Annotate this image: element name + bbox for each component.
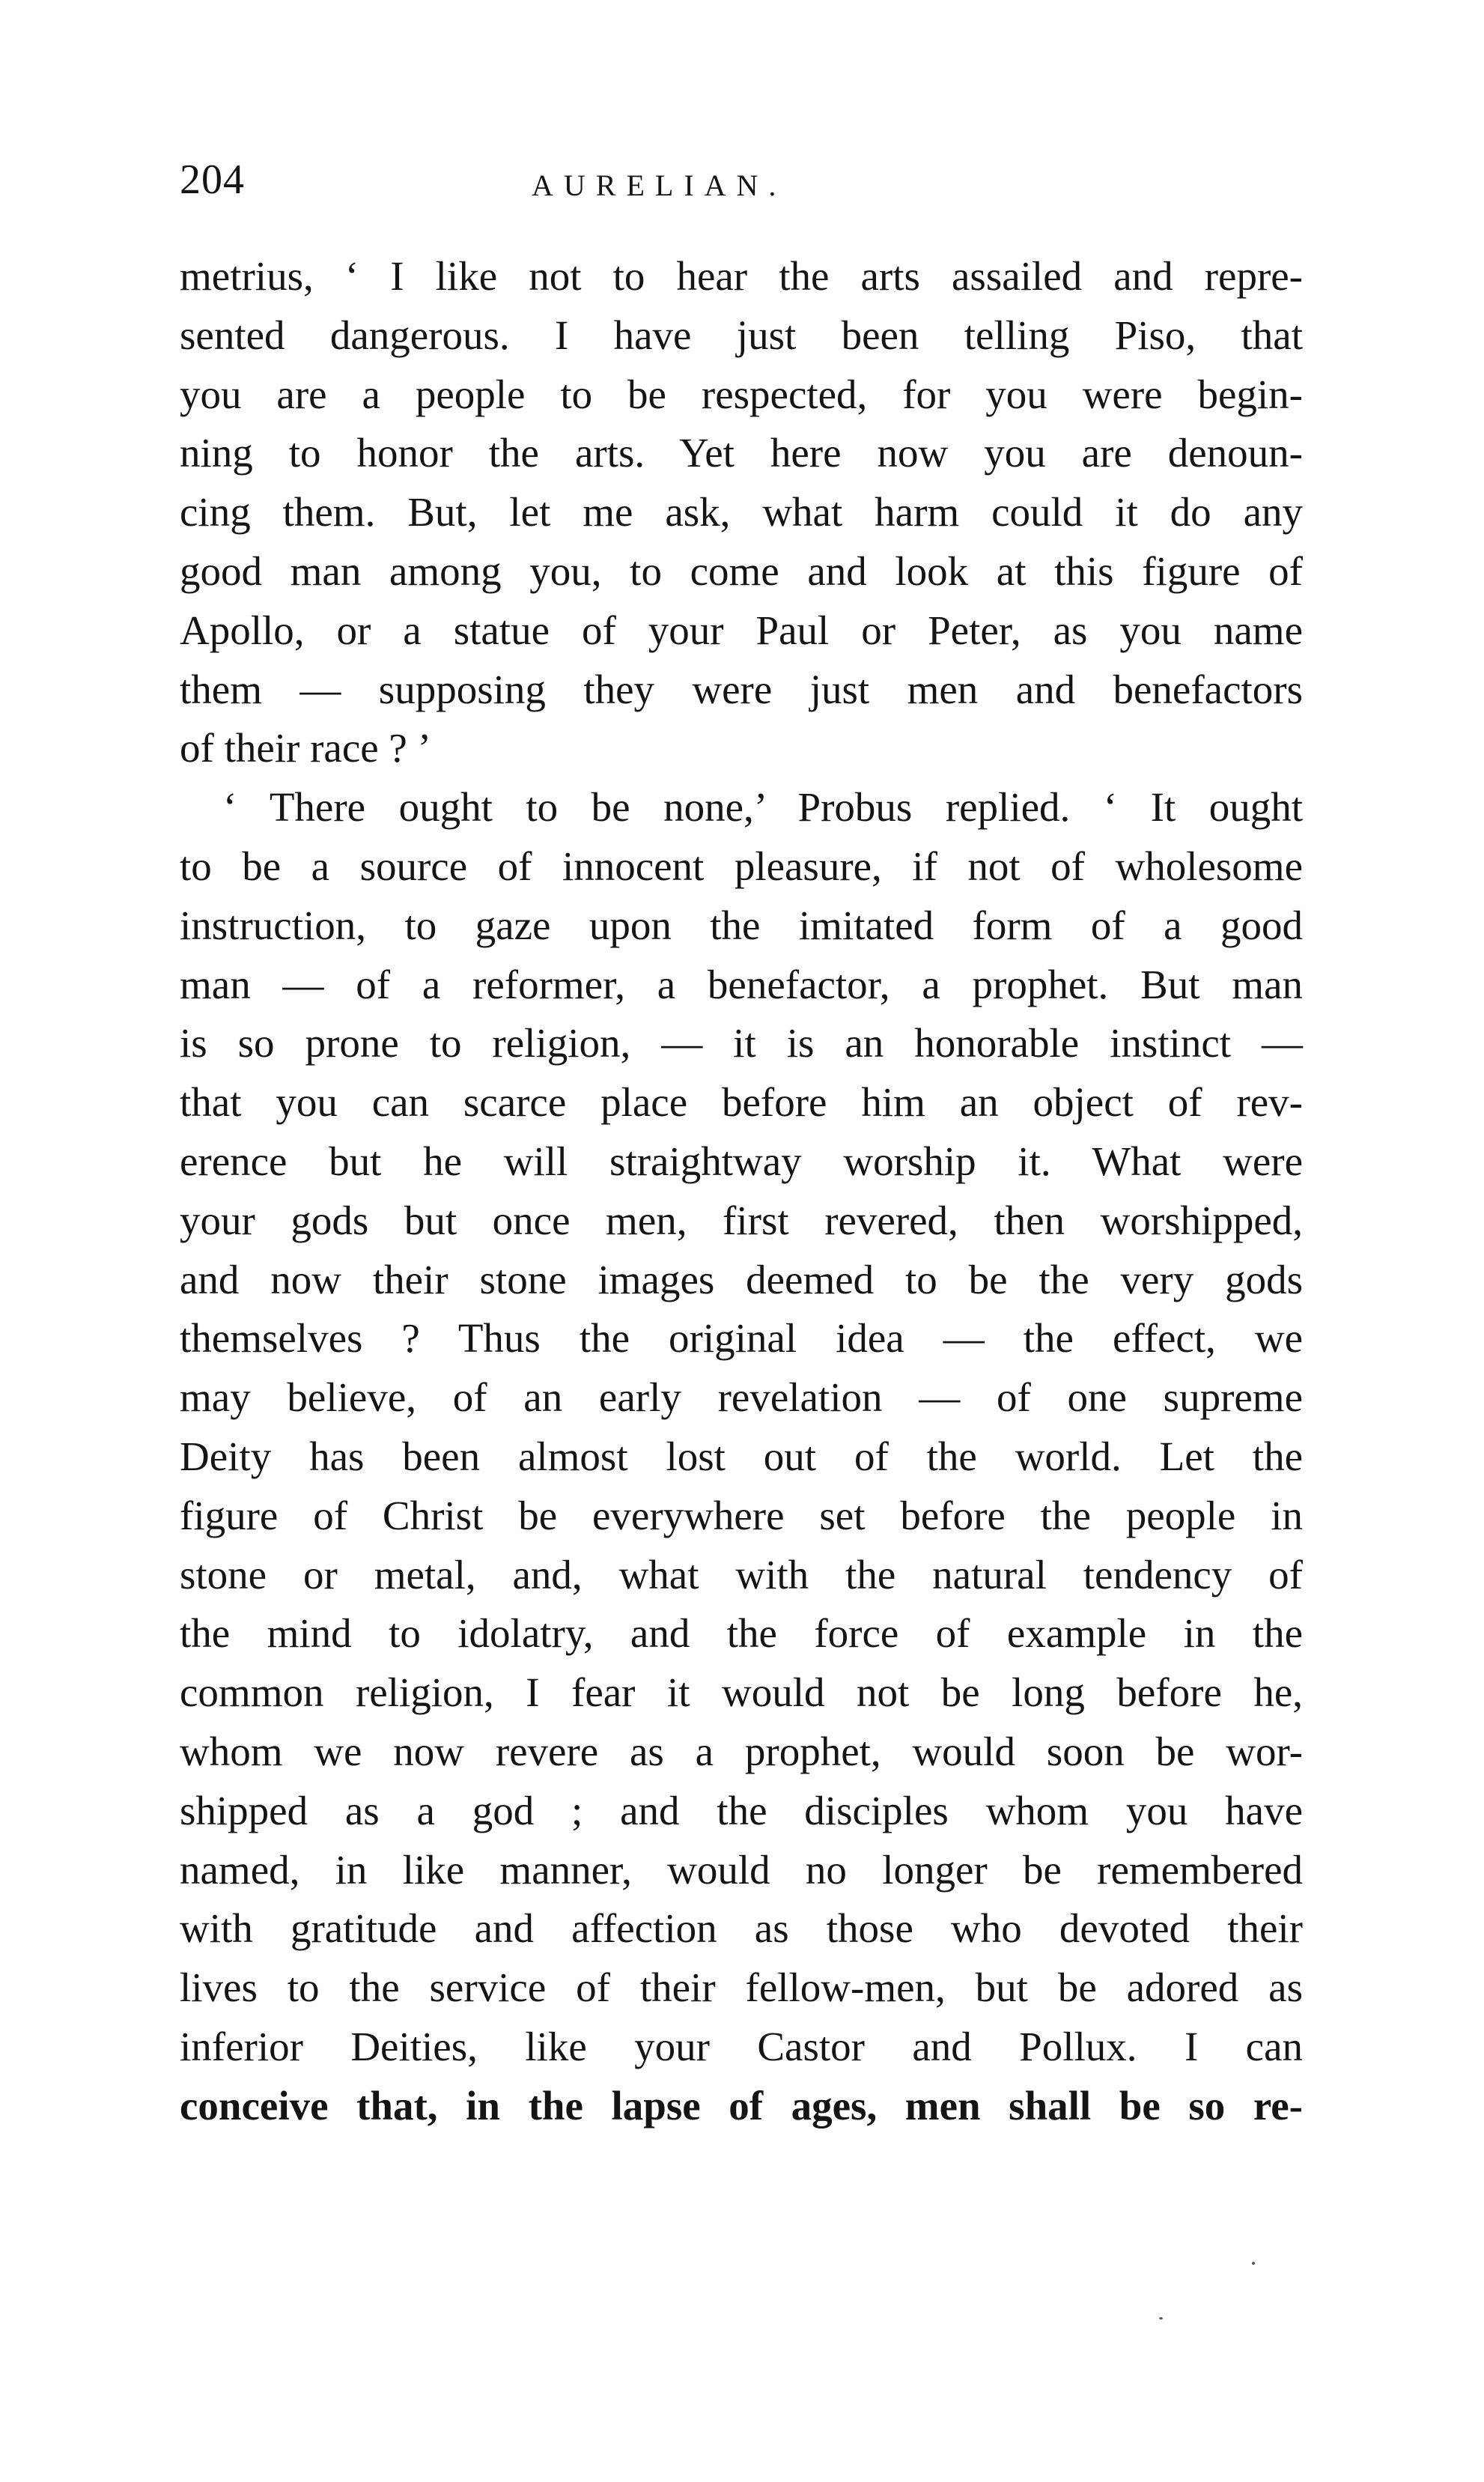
- text-line: ning to honor the arts. Yet here now you are denoun-: [180, 430, 1303, 476]
- text-line: good man among you, to come and look at this figure of: [180, 547, 1303, 594]
- text-line: instruction, to gaze upon the imitated form of a good: [180, 902, 1303, 948]
- text-line: metrius, ‘ I like not to hear the arts assailed and repre-: [180, 253, 1303, 299]
- text-line: to be a source of innocent pleasure, if not of wholesome: [180, 843, 1303, 889]
- text-line: whom we now revere as a prophet, would soon be wor-: [180, 1728, 1303, 1774]
- text-line: them — supposing they were just men and benefactors: [180, 666, 1303, 712]
- text-line: that you can scarce place before him an object of rev-: [180, 1079, 1303, 1126]
- page-header: [180, 150, 1303, 210]
- text-line: lives to the service of their fellow-men, but be adored as: [180, 1964, 1303, 2011]
- text-line: is so prone to religion, — it is an honorable instinct —: [180, 1020, 1303, 1066]
- text-line: conceive that, in the lapse of ages, men shall be so re-: [180, 2082, 1303, 2128]
- text-line: named, in like manner, would no longer be remembered: [180, 1846, 1303, 1893]
- text-line: with gratitude and affection as those who devoted their: [180, 1905, 1303, 1952]
- text-line: of their race ? ’: [180, 725, 431, 771]
- text-line: may believe, of an early revelation — of one supreme: [180, 1374, 1303, 1421]
- text-line: your gods but once men, first revered, then worshipped,: [180, 1197, 1303, 1243]
- running-head: AURELIAN.: [532, 169, 787, 202]
- page-number: 204: [180, 157, 245, 203]
- text-line: man — of a reformer, a benefactor, a prophet. But man: [180, 961, 1303, 1007]
- paragraph-start-line: ‘ There ought to be none,’ Probus replied. ‘ It ought: [223, 784, 1303, 831]
- paper-speck: [1159, 2317, 1163, 2319]
- text-line: cing them. But, let me ask, what harm could it do any: [180, 489, 1303, 535]
- body-text: [180, 247, 1303, 2136]
- text-line: Apollo, or a statue of your Paul or Peter, as you name: [180, 607, 1303, 653]
- text-line: inferior Deities, like your Castor and Pollux. I can: [180, 2023, 1303, 2069]
- text-line: shipped as a god ; and the disciples whom you have: [180, 1787, 1303, 1833]
- text-line: figure of Christ be everywhere set before the people in: [180, 1492, 1303, 1538]
- text-line: you are a people to be respected, for you were begin-: [180, 371, 1303, 417]
- text-line: sented dangerous. I have just been telling Piso, that: [180, 312, 1303, 358]
- text-line: and now their stone images deemed to be the very gods: [180, 1256, 1303, 1302]
- text-line: Deity has been almost lost out of the world. Let the: [180, 1433, 1303, 1479]
- text-line: erence but he will straightway worship it. What were: [180, 1138, 1303, 1184]
- text-line: common religion, I fear it would not be long before he,: [180, 1669, 1303, 1716]
- text-line: themselves ? Thus the original idea — the effect, we: [180, 1315, 1303, 1362]
- text-line: stone or metal, and, what with the natural tendency of: [180, 1551, 1303, 1597]
- paper-speck: [1252, 2262, 1255, 2265]
- text-line: the mind to idolatry, and the force of example in the: [180, 1610, 1303, 1657]
